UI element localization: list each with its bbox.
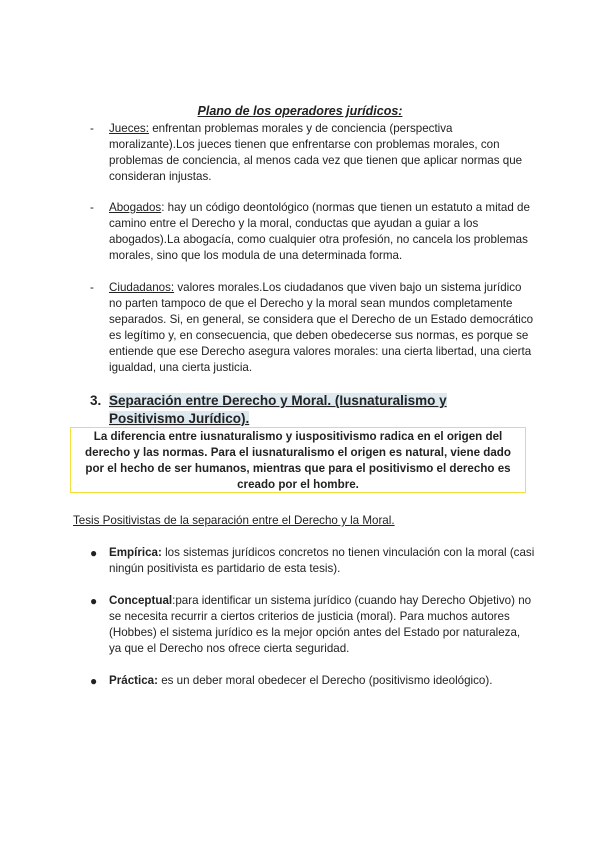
page-title: Plano de los operadores jurídicos: [197, 104, 403, 118]
thesis-description: los sistemas jurídicos concretos no tienen vinculación con la moral (casi ningún positivista es partidario de esta tesis). [109, 546, 535, 575]
operator-term: Ciudadanos: [109, 281, 175, 294]
bullet-marker: ● [90, 594, 98, 608]
dash-marker: - [90, 281, 94, 294]
thesis-text [109, 545, 535, 577]
operator-text [109, 200, 535, 264]
thesis-item-empirica [90, 545, 535, 577]
dash-marker: - [90, 122, 94, 135]
bullet-marker: ● [90, 546, 98, 560]
theses-subtitle: Tesis Positivistas de la separación entre el Derecho y la Moral. [73, 514, 395, 527]
thesis-term: Conceptual [109, 594, 173, 607]
section-heading-text: Separación entre Derecho y Moral. (Iusnaturalismo y Positivismo Jurídico). [109, 393, 447, 426]
thesis-text [109, 673, 535, 689]
operator-item-abogados [90, 200, 535, 264]
operator-description: enfrentan problemas morales y de conciencia (perspectiva moralizante).Los jueces tienen que enfrentarse con problemas morales, con problemas de conciencia, al menos cada vez que tienen que aplicar normas que consideran injustas. [109, 122, 523, 183]
operator-description: : hay un código deontológico (normas que tienen un estatuto a mitad de camino entre el Derecho y la moral, conductas que ayudan a guiar a los abogados).La abogacía, como cualquier otra profesión, no cancela los problemas morales, sino que los modula de una determinada forma. [109, 201, 530, 262]
operator-text [109, 121, 535, 185]
thesis-term: Práctica: [109, 674, 158, 687]
operator-term: Jueces: [109, 122, 149, 135]
operator-item-ciudadanos [90, 280, 535, 376]
bullet-marker: ● [90, 674, 98, 688]
thesis-text [109, 593, 535, 657]
operator-text [109, 280, 535, 376]
thesis-item-practica [90, 673, 535, 689]
operator-term: Abogados [109, 201, 162, 214]
dash-marker: - [90, 201, 94, 214]
section-number: 3. [90, 393, 102, 408]
section-heading [90, 392, 518, 428]
highlight-box: La diferencia entre iusnaturalismo y iuspositivismo radica en el origen del derecho y las normas. Para el iusnaturalismo el origen es natural, viene dado por el hecho de ser humanos, mientras que para el positivismo el derecho es creado por el hombre. [70, 427, 526, 493]
operator-item-jueces [90, 121, 535, 185]
thesis-description: :para identificar un sistema jurídico (cuando hay Derecho Objetivo) no se necesita recurrir a ciertos criterios de justicia (moral). Para muchos autores (Hobbes) el sistema jurídico es la mejor opción antes del Estado por naturaleza, ya que el Derecho nos ofrece cierta seguridad. [109, 594, 532, 655]
thesis-item-conceptual [90, 593, 535, 657]
thesis-term: Empírica: [109, 546, 162, 559]
operator-description: valores morales.Los ciudadanos que viven bajo un sistema jurídico no parten tampoco de que el Derecho y la moral sean mundos completamente separados. Si, en general, se considera que el Derecho de un Estado democrático es legítimo y, en consecuencia, que deben obedecerse sus normas, es porque se entiende que ese Derecho asegura valores morales: una cierta libertad, una cierta igualdad, una cierta justicia. [109, 281, 534, 374]
thesis-description: es un deber moral obedecer el Derecho (positivismo ideológico). [157, 674, 493, 687]
